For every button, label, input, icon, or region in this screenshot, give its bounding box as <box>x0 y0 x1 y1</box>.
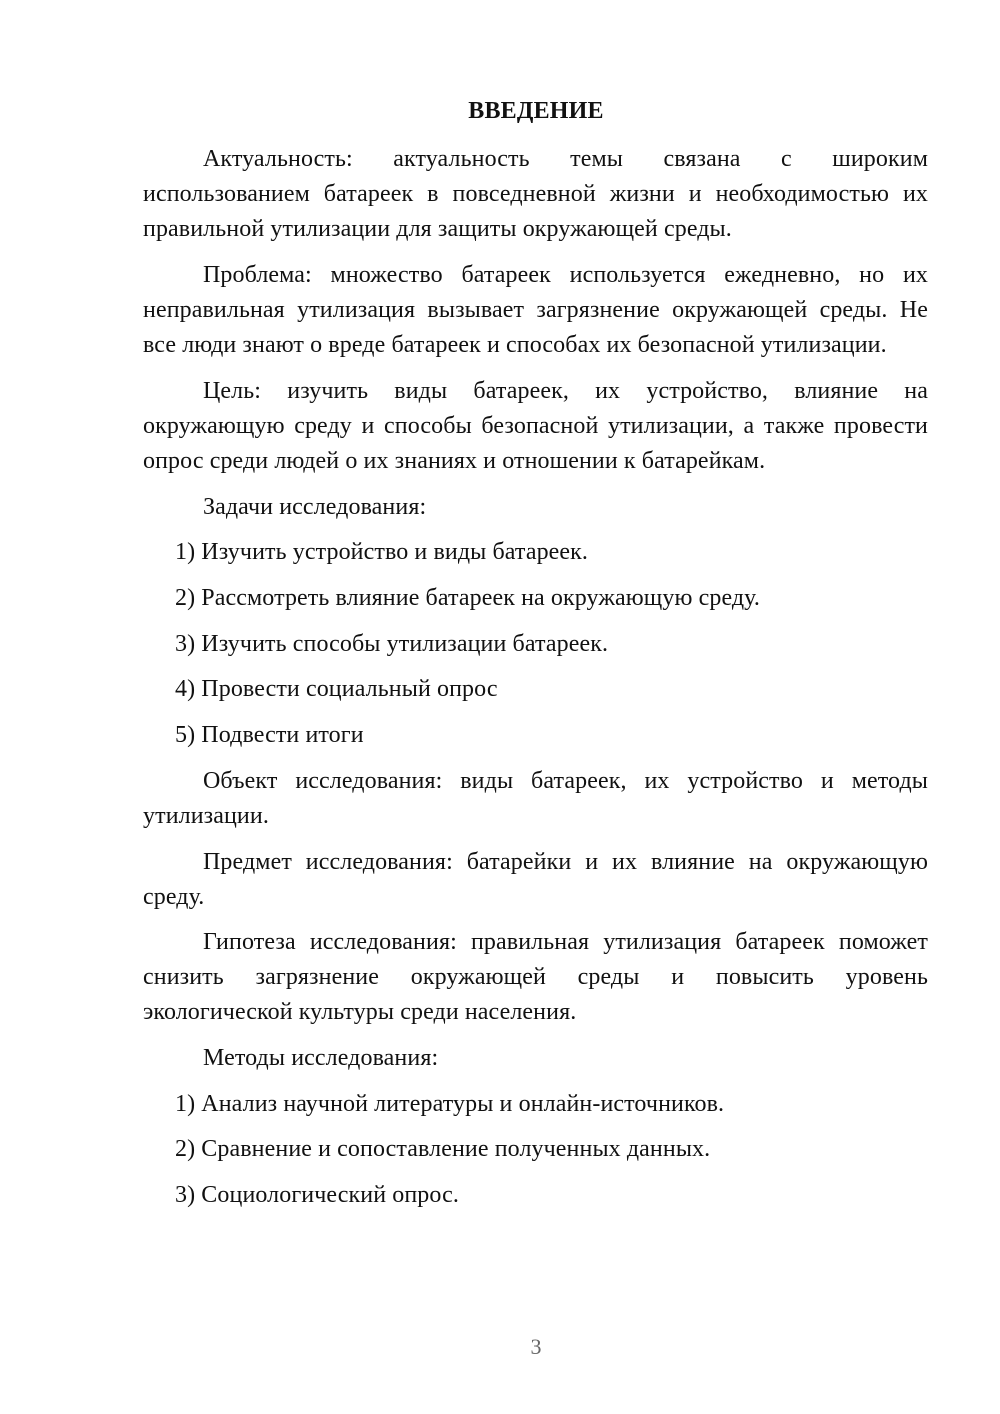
page-number: 3 <box>530 1334 542 1359</box>
goal-paragraph: Цель: изучить виды батареек, их устройство, влияние на окружающую среду и способы безопасной утилизации, а также провести опрос среди людей о их знаниях и отношении к батарейкам. <box>143 378 928 474</box>
task-item: 3) Изучить способы утилизации батареек. <box>175 631 609 657</box>
methods-heading: Методы исследования: <box>203 1045 439 1071</box>
task-item: 5) Подвести итоги <box>175 722 364 748</box>
task-item: 1) Изучить устройство и виды батареек. <box>175 539 589 565</box>
relevance-paragraph: Актуальность: актуальность темы связана с широким использованием батареек в повседневной жизни и необходимостью их правильной утилизации для защиты окружающей среды. <box>143 146 928 242</box>
task-item: 2) Рассмотреть влияние батареек на окружающую среду. <box>175 585 760 611</box>
hypothesis-paragraph: Гипотеза исследования: правильная утилизация батареек поможет снизить загрязнение окружающей среды и повысить уровень экологической культуры среди населения. <box>143 929 928 1025</box>
method-item: 3) Социологический опрос. <box>175 1182 459 1208</box>
problem-paragraph: Проблема: множество батареек используется ежедневно, но их неправильная утилизация вызывает загрязнение окружающей среды. Не все люди знают о вреде батареек и способах их безопасной утилизации. <box>143 262 928 358</box>
subject-paragraph: Предмет исследования: батарейки и их влияние на окружающую среду. <box>143 849 928 910</box>
method-item: 1) Анализ научной литературы и онлайн-источников. <box>175 1091 725 1117</box>
method-item: 2) Сравнение и сопоставление полученных данных. <box>175 1136 711 1162</box>
tasks-heading: Задачи исследования: <box>203 494 427 520</box>
task-item: 4) Провести социальный опрос <box>175 676 498 702</box>
object-paragraph: Объект исследования: виды батареек, их устройство и методы утилизации. <box>143 768 928 829</box>
page-title: ВВЕДЕНИЕ <box>468 98 604 124</box>
